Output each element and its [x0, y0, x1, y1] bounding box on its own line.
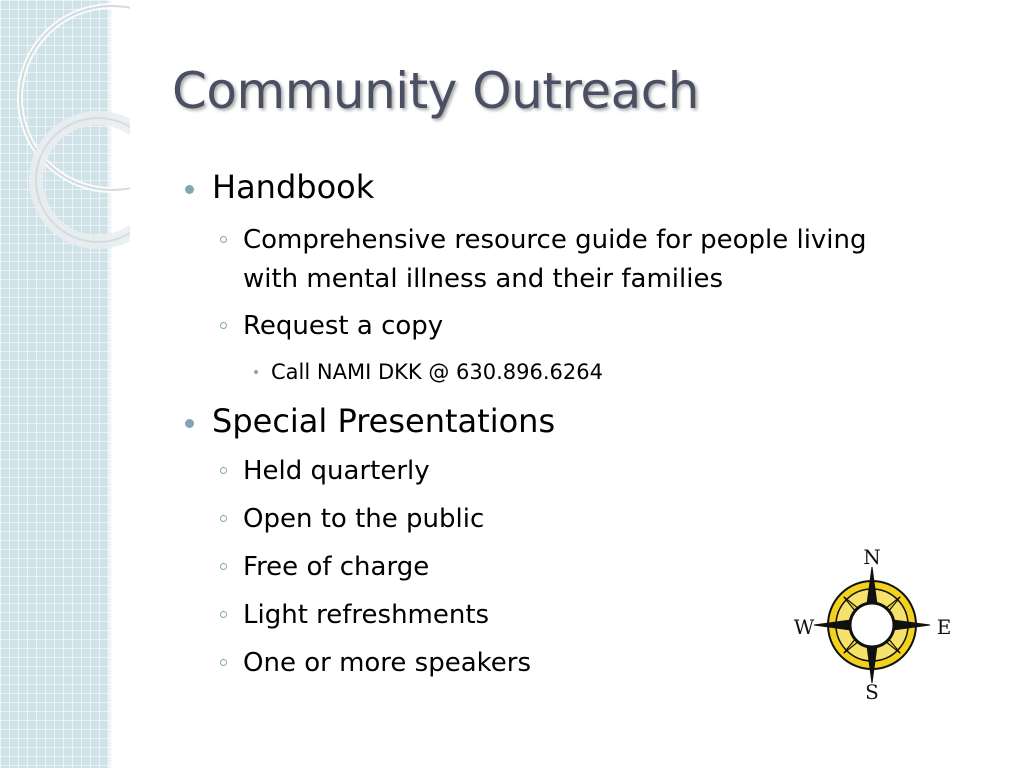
sub-bullet-resource-guide-line1: Comprehensive resource guide for people living — [243, 225, 867, 255]
bullet-special-presentations: Special Presentations — [212, 402, 556, 440]
compass-south-label: S — [865, 680, 879, 704]
sub-sub-bullet-call-nami: Call NAMI DKK @ 630.896.6264 — [271, 360, 603, 384]
sub-bullet-open-to-public: Open to the public — [243, 504, 485, 534]
compass-rose-icon — [792, 544, 962, 706]
sub-bullet-resource-guide-line2: with mental illness and their families — [243, 264, 723, 294]
level1-bullet — [185, 419, 194, 428]
level2-bullet — [220, 659, 227, 666]
sub-bullet-held-quarterly: Held quarterly — [243, 456, 430, 486]
sub-bullet-request-copy: Request a copy — [243, 311, 444, 341]
bullet-handbook: Handbook — [212, 168, 375, 206]
sub-bullet-speakers: One or more speakers — [243, 648, 532, 678]
sub-bullet-free-of-charge: Free of charge — [243, 552, 430, 582]
level2-bullet — [220, 236, 227, 243]
level2-bullet — [220, 322, 227, 329]
compass-west-label: W — [793, 615, 815, 639]
compass-north-label: N — [863, 545, 881, 569]
level1-bullet — [185, 185, 194, 194]
level2-bullet — [220, 515, 227, 522]
level2-bullet — [220, 467, 227, 474]
level2-bullet — [220, 611, 227, 618]
level3-bullet — [254, 370, 258, 374]
slide-title: Community Outreach — [172, 62, 699, 120]
sub-bullet-light-refreshments: Light refreshments — [243, 600, 490, 630]
compass-east-label: E — [936, 615, 952, 639]
level2-bullet — [220, 563, 227, 570]
